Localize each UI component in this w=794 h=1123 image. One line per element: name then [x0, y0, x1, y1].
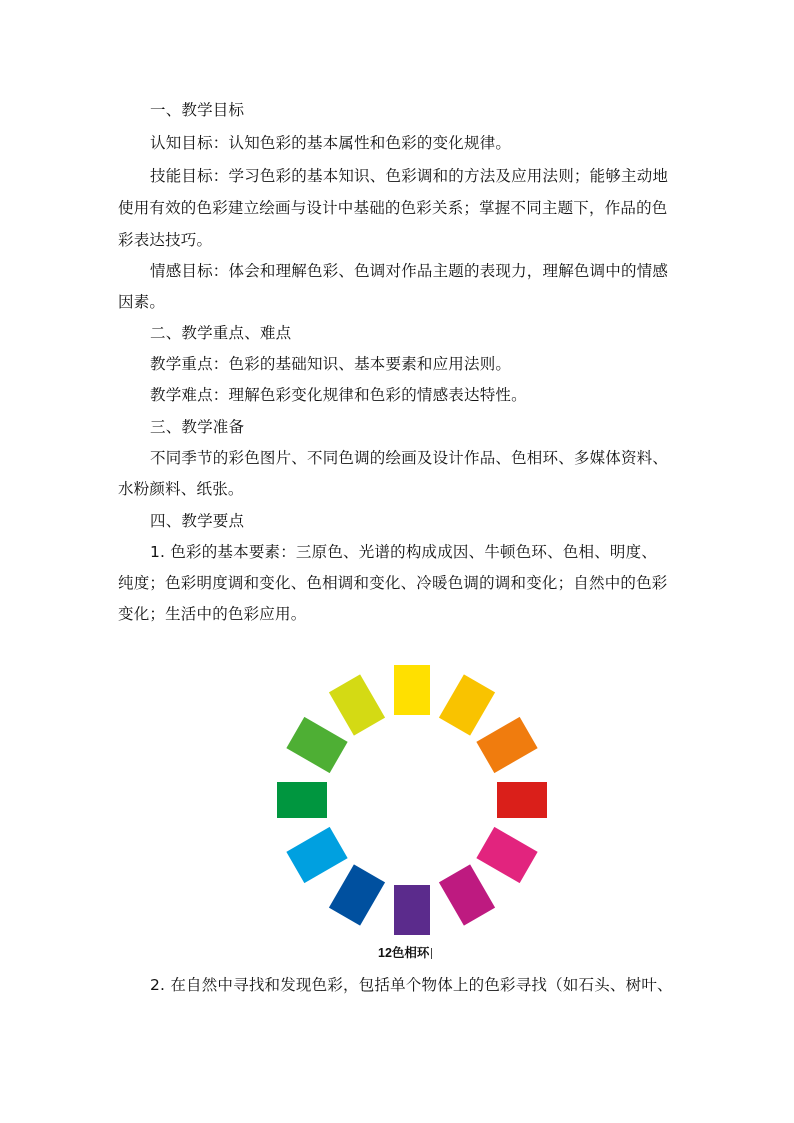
hue-swatch — [286, 827, 347, 883]
hue-swatch — [329, 674, 385, 735]
paragraph-emotion-goal-line1: 情感目标：体会和理解色彩、色调对作品主题的表现力，理解色调中的情感 — [150, 262, 669, 280]
hue-swatch — [439, 674, 495, 735]
text-cursor — [431, 948, 432, 959]
figure-caption — [378, 945, 432, 961]
paragraph-skill-goal-line3: 彩表达技巧。 — [118, 231, 213, 249]
hue-swatch — [477, 717, 538, 773]
color-wheel-figure — [280, 670, 544, 934]
hue-swatch — [497, 782, 547, 818]
paragraph-preparation-line1: 不同季节的彩色图片、不同色调的绘画及设计作品、色相环、多媒体资料、 — [150, 449, 669, 467]
paragraph-preparation-line2: 水粉颜料、纸张。 — [118, 480, 244, 498]
section-heading-teaching-points: 四、教学要点 — [150, 512, 245, 530]
section-heading-preparation: 三、教学准备 — [150, 418, 245, 436]
hue-swatch — [277, 782, 327, 818]
paragraph-point1-line3: 变化；生活中的色彩应用。 — [118, 605, 307, 623]
paragraph-point1-line2: 纯度；色彩明度调和变化、色相调和变化、冷暖色调的调和变化；自然中的色彩 — [118, 574, 668, 592]
paragraph-difficulty: 教学难点：理解色彩变化规律和色彩的情感表达特性。 — [150, 386, 527, 404]
section-heading-key-points: 二、教学重点、难点 — [150, 324, 292, 342]
hue-swatch — [394, 885, 430, 935]
hue-swatch — [286, 717, 347, 773]
hue-swatch — [477, 827, 538, 883]
paragraph-point1-line1: 1. 色彩的基本要素：三原色、光谱的构成成因、牛顿色环、色相、明度、 — [150, 543, 658, 561]
caption-text: 12色相环 — [378, 946, 430, 960]
hue-swatch — [329, 865, 385, 926]
paragraph-skill-goal-line2: 使用有效的色彩建立绘画与设计中基础的色彩关系；掌握不同主题下，作品的色 — [118, 199, 668, 217]
section-heading-objectives: 一、教学目标 — [150, 101, 245, 119]
hue-swatch — [394, 665, 430, 715]
paragraph-point2-line1: 2. 在自然中寻找和发现色彩，包括单个物体上的色彩寻找（如石头、树叶、 — [150, 976, 673, 994]
paragraph-key-point: 教学重点：色彩的基础知识、基本要素和应用法则。 — [150, 355, 512, 373]
paragraph-skill-goal-line1: 技能目标：学习色彩的基本知识、色彩调和的方法及应用法则；能够主动地 — [150, 167, 669, 185]
paragraph-cognitive-goal: 认知目标：认知色彩的基本属性和色彩的变化规律。 — [150, 134, 512, 152]
paragraph-emotion-goal-line2: 因素。 — [118, 293, 166, 311]
hue-swatch — [439, 865, 495, 926]
